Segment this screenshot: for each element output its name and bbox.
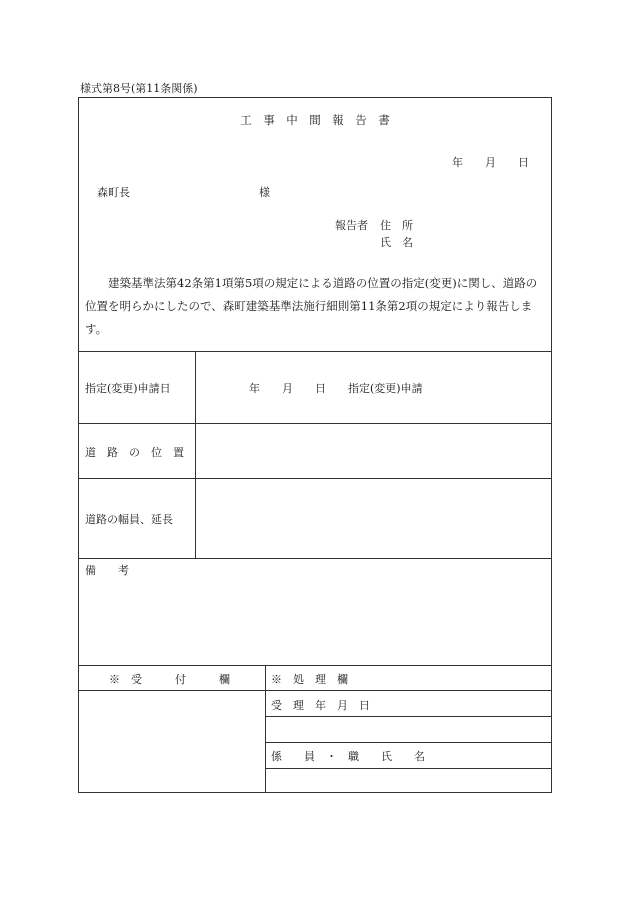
- date-line: 年 月 日: [452, 156, 529, 169]
- column-divider: [195, 351, 196, 558]
- divider: [265, 768, 551, 769]
- road-width-label: 道路の幅員、延長: [85, 513, 173, 526]
- divider: [79, 558, 551, 559]
- divider: [79, 478, 551, 479]
- application-date-label: 指定(変更)申請日: [85, 382, 171, 395]
- address-label: 住 所: [380, 219, 413, 232]
- report-form: [78, 97, 552, 793]
- staff-name-label: 係 員 ・ 職 氏 名: [271, 750, 425, 763]
- name-label: 氏 名: [380, 236, 413, 249]
- addressee: 森町長: [97, 186, 130, 199]
- divider: [265, 742, 551, 743]
- report-body-content: 建築基準法第42条第1項第5項の規定による道路の位置の指定(変更)に関し、道路の位置を明らかにしたので、森町建築基準法施行細則第11条第2項の規定により報告します。: [85, 276, 538, 336]
- received-date-label: 受 理 年 月 日: [271, 699, 370, 712]
- report-body-text: [85, 272, 545, 341]
- remarks-label: 備 考: [85, 564, 129, 577]
- divider: [79, 351, 551, 352]
- road-position-label: 道 路 の 位 置: [85, 446, 184, 459]
- column-divider: [265, 665, 266, 793]
- divider: [265, 716, 551, 717]
- divider: [79, 423, 551, 424]
- honorific: 様: [259, 186, 270, 199]
- divider: [79, 665, 551, 666]
- form-title: 工 事 中 間 報 告 書: [240, 113, 390, 127]
- application-date-value: 年 月 日 指定(変更)申請: [249, 382, 423, 395]
- processing-column-label: ※ 処 理 欄: [271, 673, 348, 686]
- form-number-label: 様式第8号(第11条関係): [80, 82, 198, 95]
- divider: [79, 690, 551, 691]
- reception-column-label: ※ 受 付 欄: [109, 673, 230, 686]
- reporter-label: 報告者: [335, 219, 368, 232]
